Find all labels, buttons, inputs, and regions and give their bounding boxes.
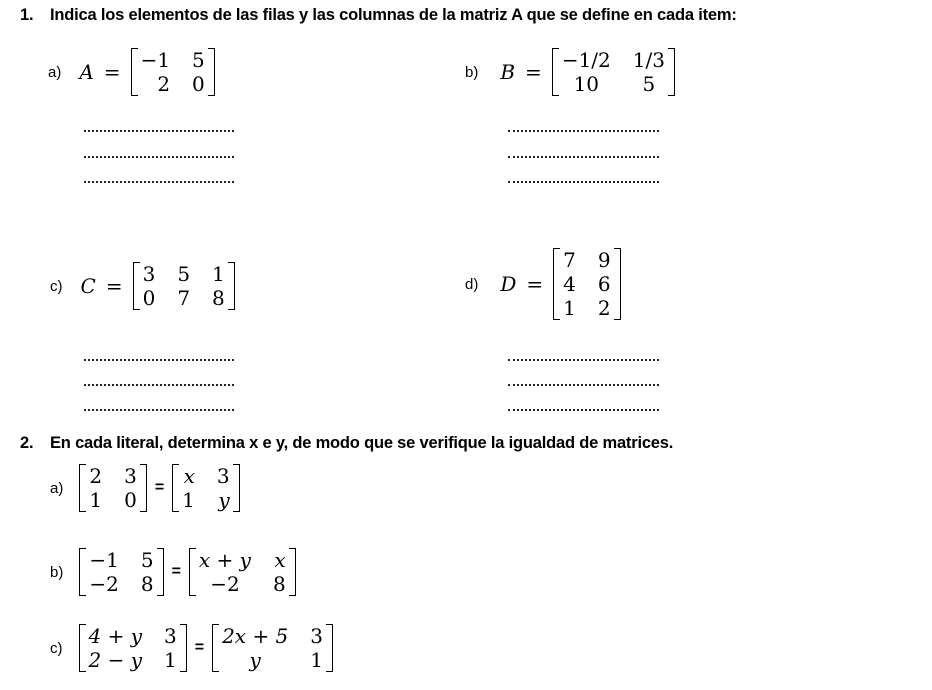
matrix-cell: 1 [310,648,324,672]
answer-line[interactable] [508,156,659,158]
matrix-cell: 5 [140,548,154,572]
item-label: d) [465,275,479,293]
matrix-cell: 9 [597,248,611,272]
left-matrix [79,624,187,672]
matrix-cell: 8 [212,286,225,310]
answer-line[interactable] [84,359,234,361]
answer-line[interactable] [84,181,234,183]
equals-sign: = [194,639,205,656]
question-text: Indica los elementos de las filas y las columnas de la matriz A que se define en cada item: [50,6,737,24]
matrix-cell: y [249,648,261,672]
answer-line[interactable] [508,181,659,183]
equals-sign: = [105,274,123,298]
equals-sign: = [526,272,544,296]
matrix-name: D [500,272,517,296]
matrix-cell: 3 [216,464,230,488]
matrix-cell: 3 [142,262,156,286]
answer-line[interactable] [84,409,234,411]
matrix-cell: 3 [310,624,324,648]
left-matrix [79,548,163,596]
question-number: 1. [20,6,34,24]
answer-line[interactable] [508,130,659,132]
item-1c [50,262,235,310]
matrix-cell: 2 [597,296,611,320]
matrix-cell: −1 [89,548,119,572]
item-label: c) [50,277,63,295]
matrix-cell: 6 [597,272,611,296]
equals-sign: = [154,479,165,496]
matrix-cell: 0 [142,286,156,310]
matrix-cell: 2 [89,464,103,488]
matrix-cell: 1 [563,296,576,320]
matrix-name: A [79,60,94,84]
answer-line[interactable] [508,409,659,411]
question-text: En cada literal, determina x e y, de modo que se verifique la igualdad de matrices. [50,434,674,452]
question-2-heading [20,434,673,453]
matrix-cell: 5 [177,262,191,286]
matrix-cell: −2 [89,572,119,596]
item-label: b) [465,63,479,81]
matrix-D [553,248,620,320]
matrix-cell: 5 [642,72,656,96]
question-number: 2. [20,434,34,452]
left-matrix [79,464,146,512]
matrix-cell: x [274,548,286,572]
right-matrix [189,548,296,596]
matrix-C [133,262,235,310]
matrix-cell: 1/3 [632,48,665,72]
matrix-cell: x [183,464,195,488]
item-1a [48,48,215,96]
item-label: c) [50,639,63,657]
matrix-cell: 10 [573,72,600,96]
matrix-cell: 8 [272,572,286,596]
answer-line[interactable] [84,130,234,132]
item-2b [50,548,296,596]
matrix-cell: 7 [563,248,576,272]
matrix-name: B [500,60,516,84]
matrix-cell: 4 [563,272,576,296]
equals-sign: = [171,563,181,580]
matrix-cell: 0 [124,488,137,512]
right-matrix [212,624,333,672]
matrix-cell: y [218,488,230,512]
matrix-cell: 7 [177,286,191,310]
matrix-cell: 1 [164,648,177,672]
matrix-cell: 3 [164,624,177,648]
equals-sign: = [103,60,121,84]
item-label: a) [50,479,64,497]
question-1-heading [20,6,737,25]
item-1d [465,248,621,320]
matrix-B [552,48,675,96]
matrix-cell: 1 [182,488,195,512]
matrix-name: C [80,274,96,298]
matrix-cell: −2 [210,572,240,596]
right-matrix [172,464,239,512]
matrix-cell: 5 [192,48,205,72]
matrix-cell: 2x + 5 [222,624,289,648]
matrix-cell: 4 + y [88,624,142,648]
item-1b [465,48,675,96]
item-2c [50,624,333,672]
matrix-cell: 3 [124,464,137,488]
answer-line[interactable] [84,156,234,158]
matrix-cell: −1/2 [561,48,611,72]
matrix-cell: 1 [212,262,225,286]
equals-sign: = [525,60,542,84]
matrix-A [131,48,215,96]
matrix-cell: 2 [157,72,171,96]
item-label: b) [50,563,64,581]
matrix-cell: 8 [140,572,154,596]
answer-line[interactable] [508,384,659,386]
matrix-cell: −1 [140,48,171,72]
answer-line[interactable] [508,359,659,361]
item-2a [50,464,240,512]
item-label: a) [48,63,62,81]
matrix-cell: 2 − y [88,648,142,672]
matrix-cell: 1 [89,488,103,512]
matrix-cell: 0 [192,72,205,96]
answer-line[interactable] [84,384,234,386]
matrix-cell: x + y [198,548,251,572]
